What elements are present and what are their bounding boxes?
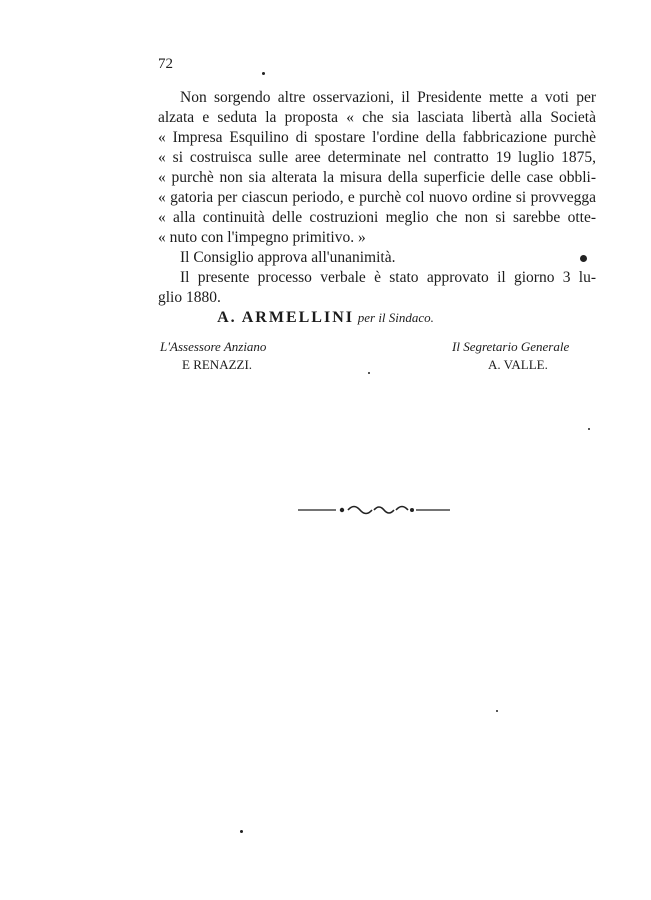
right-signatory <box>452 338 569 374</box>
ornament-divider-icon <box>298 501 450 517</box>
signatory-role: per il Sindaco. <box>357 310 434 325</box>
paragraph-line: alzata e seduta la proposta « che sia lasciata libertà alla Società <box>158 109 596 126</box>
right-signatory-name: A. VALLE. <box>488 357 548 372</box>
paragraph-line: « gatoria per ciascun periodo, e purchè col nuovo ordine si provvegga <box>158 189 596 206</box>
paragraph-line: « Impresa Esquilino di spostare l'ordine della fabbricazione purchè <box>158 129 596 146</box>
ink-speck <box>368 372 370 374</box>
paragraph-line: Il Consiglio approva all'unanimità. <box>180 249 396 266</box>
right-signatory-title: Il Segretario Generale <box>452 339 570 354</box>
left-signatory <box>160 338 266 374</box>
ink-speck <box>496 710 498 712</box>
signature-block <box>0 309 651 327</box>
ink-speck <box>240 830 243 833</box>
page-number: 72 <box>158 56 173 72</box>
paragraph-line: Il presente processo verbale è stato approvato il giorno 3 lu- <box>180 269 596 286</box>
paragraph-line: « si costruisca sulle aree determinate nel contratto 19 luglio 1875, <box>158 149 596 166</box>
paragraph-line: glio 1880. <box>158 289 221 306</box>
paragraph-line: Non sorgendo altre osservazioni, il Presidente mette a voti per <box>180 89 596 106</box>
paragraph-line: « purchè non sia alterata la misura della superficie delle case obbli- <box>158 169 596 186</box>
left-signatory-name: E RENAZZI. <box>182 357 253 372</box>
paragraph-line: « nuto con l'impegno primitivo. » <box>158 229 366 246</box>
ink-speck <box>588 428 590 430</box>
ink-speck <box>580 255 587 262</box>
signatory-name: A. ARMELLINI <box>217 309 354 326</box>
ink-speck <box>262 72 265 75</box>
paragraph-line: « alla continuità delle costruzioni meglio che non si sarebbe otte- <box>158 209 596 226</box>
left-signatory-title: L'Assessore Anziano <box>160 339 267 354</box>
